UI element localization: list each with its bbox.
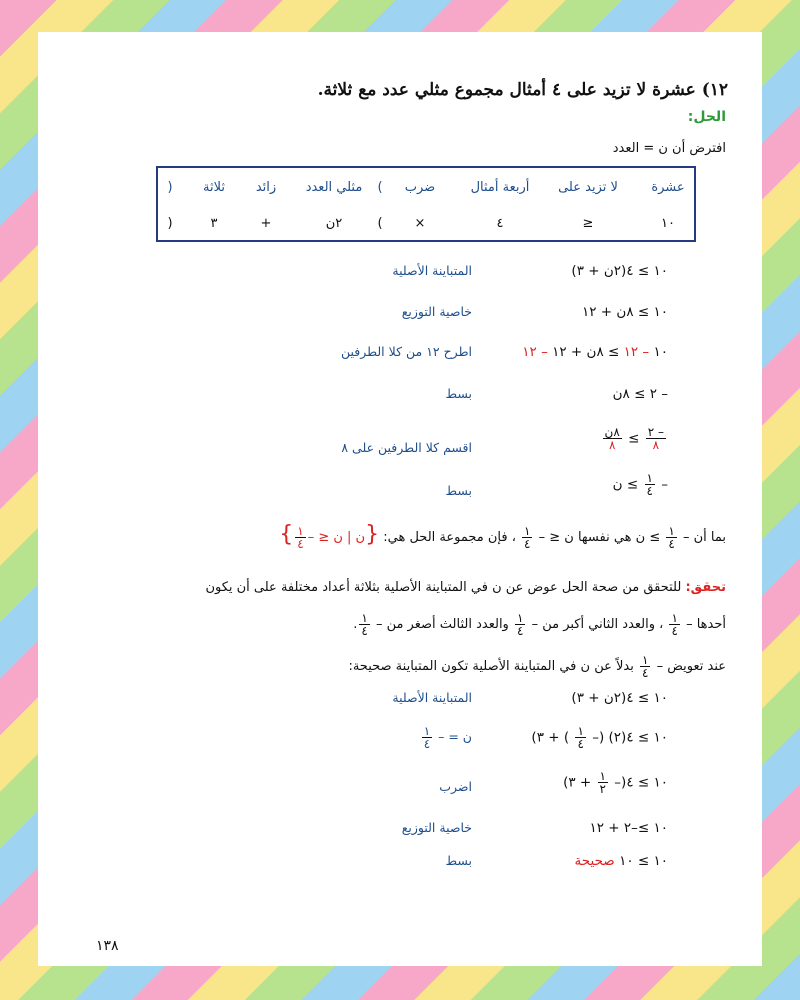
expr-part: ≥ ٨ن + ١٢ (547, 344, 624, 360)
step-expr: – ٢ ≥ ٨ن (612, 386, 668, 402)
symbol-cell: ) (167, 216, 173, 231)
subtract-highlight: – ١٢ (522, 344, 548, 360)
problem-number: ١٢) (701, 80, 728, 100)
fraction: $\frac{- ٢}{٨}$ (647, 425, 664, 452)
check-reason: بسط (445, 853, 472, 868)
check-expr-substitute: ١٠ ≥ ٤(٢) (– $\frac{١}{٤}$ ) + ٣) (531, 724, 668, 751)
subtract-highlight: – ١٢ (623, 344, 650, 360)
word-cell: ثلاثة (203, 180, 225, 195)
fraction: $\frac{١}{٤}$ (668, 524, 675, 551)
check-line-3: عند تعويض – $\frac{١}{٤}$ بدلاً عن ن في المتباينة الأصلية تكون المتباينة صحيحة: (348, 653, 726, 680)
step-expr-subtract (522, 344, 668, 360)
assume-line: افترض أن ن = العدد (612, 141, 726, 156)
fraction: $\frac{١}{٤}$ (423, 724, 431, 751)
symbol-cell: ٢ن (325, 216, 343, 231)
check-expr-final: ١٠ ≥ ١٠ صحيحة (574, 853, 668, 869)
step-expr: ١٠ ≥ ٨ن + ١٢ (581, 304, 668, 320)
fraction: $\frac{١}{٤}$ (516, 611, 524, 638)
fraction: $\frac{١}{٤}$ (577, 724, 584, 751)
word-cell: أربعة أمثال (470, 180, 530, 195)
symbol-cell: ( (377, 216, 383, 231)
check-expr-multiply: ١٠ ≥ ٤(– $\frac{١}{٢}$ + ٣) (563, 769, 668, 796)
word-cell: ضرب (404, 180, 436, 195)
word-cell: مثلي العدد (305, 180, 363, 195)
check-reason: المتباينة الأصلية (392, 690, 472, 705)
fraction: $\frac{١}{٤}$ (361, 611, 368, 638)
check-line-1: تحقق: للتحقق من صحة الحل عوض عن ن في المتباينة الأصلية بثلاثة أعداد مختلفة على أن يكون (205, 580, 726, 595)
word-cell: عشرة (651, 180, 685, 195)
check-reason: اضرب (439, 779, 472, 794)
problem-text: عشرة لا تزيد على ٤ أمثال مجموع مثلي عدد مع ثلاثة. (317, 80, 696, 100)
word-cell: لا تزيد على (558, 180, 618, 195)
step-reason: خاصية التوزيع (401, 304, 472, 319)
expr-part: ١٠ (649, 344, 668, 360)
check-label: تحقق: (685, 580, 726, 595)
solution-label: الحل: (687, 109, 726, 125)
translation-box (156, 166, 696, 242)
word-cell: زائد (255, 180, 277, 195)
fraction: $\frac{١}{٤}$ (646, 471, 653, 498)
step-expr-division (601, 426, 668, 451)
symbol-cell: ≥ (582, 216, 594, 231)
symbol-cell: ٤ (496, 216, 504, 231)
check-reason-substitute: ن = – $\frac{١}{٤}$ (423, 724, 472, 751)
step-reason: بسط (445, 386, 472, 401)
symbol-cell: ٣ (210, 216, 218, 231)
word-cell: ) (167, 180, 173, 195)
verdict-true: صحيحة (574, 853, 615, 869)
page-number: ١٣٨ (96, 938, 119, 954)
step-reason: اطرح ١٢ من كلا الطرفين (340, 344, 472, 359)
check-expr: ١٠ ≥–٢ + ١٢ (589, 820, 668, 836)
fraction: $\frac{١}{٤}$ (524, 524, 531, 551)
fraction: $\frac{١}{٢}$ (599, 769, 606, 796)
conclusion-line: بما أن – $\frac{١}{٤}$ ≥ ن هي نفسها ن ≤ – $\frac{١}{٤}$ ، فإن مجموعة الحل هي: {ن | ن ≤ – $\frac{١}{٤}$ } (279, 522, 726, 551)
check-expr: ١٠ ≥ ٤(٢ن + ٣) (571, 690, 668, 706)
symbol-cell: ١٠ (661, 216, 675, 231)
word-cell: ( (377, 180, 383, 195)
geq-symbol: ≥ (628, 430, 640, 447)
check-reason: خاصية التوزيع (401, 820, 472, 835)
solution-set: {ن | ن ≤ – $\frac{١}{٤}$ } (279, 522, 380, 551)
step-reason: بسط (445, 483, 472, 498)
problem-statement (318, 80, 728, 100)
check-line-2: أحدها – $\frac{١}{٤}$ ، والعدد الثاني أكبر من – $\frac{١}{٤}$ والعدد الثالث أصغر من – $\frac{١}{٤}$ . (353, 611, 726, 638)
fraction: $\frac{١}{٤}$ (641, 653, 649, 680)
step-reason: المتباينة الأصلية (392, 263, 472, 278)
symbol-cell: + (260, 216, 272, 231)
fraction: $\frac{١}{٤}$ (297, 524, 304, 551)
fraction: $\frac{\text{٨ن}}{٨}$ (604, 425, 620, 452)
step-expr: ١٠ ≥ ٤(٢ن + ٣) (571, 263, 668, 279)
step-expr-simplified: – $\frac{١}{٤}$ ≥ ن (612, 471, 668, 498)
symbol-cell: × (414, 216, 426, 231)
textbook-page (38, 32, 762, 966)
fraction: $\frac{١}{٤}$ (671, 611, 678, 638)
step-reason: اقسم كلا الطرفين على ٨ (341, 440, 472, 455)
